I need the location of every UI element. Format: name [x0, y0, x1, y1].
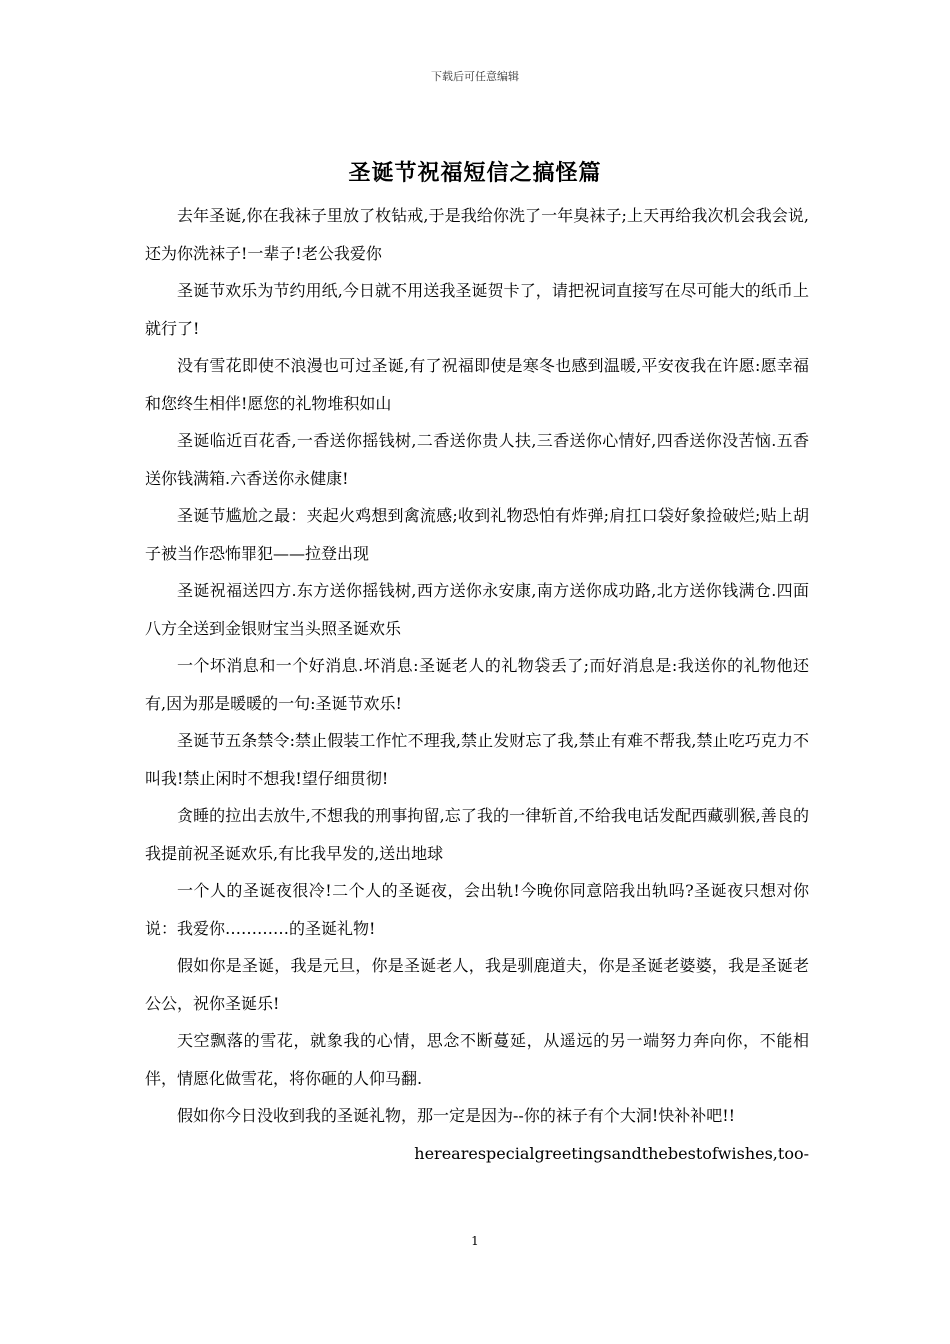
document-body [145, 197, 809, 1172]
paragraph-6: 圣诞祝福送四方.东方送你摇钱树,西方送你永安康,南方送你成功路,北方送你钱满仓.四面八方全送到金银财宝当头照圣诞欢乐 [145, 581, 809, 638]
page-number: 1 [471, 1234, 479, 1248]
paragraph-3: 没有雪花即使不浪漫也可过圣诞,有了祝福即使是寒冬也感到温暖,平安夜我在许愿:愿幸福和您终生相伴!愿您的礼物堆积如山 [145, 356, 809, 413]
paragraph-10: 一个人的圣诞夜很冷!二个人的圣诞夜，会出轨!今晚你同意陪我出轨吗?圣诞夜只想对你说：我爱你…………的圣诞礼物! [145, 881, 809, 938]
paragraph-4: 圣诞临近百花香,一香送你摇钱树,二香送你贵人扶,三香送你心情好,四香送你没苦恼.五香送你钱满箱.六香送你永健康! [145, 431, 809, 488]
paragraph-13: 假如你今日没收到我的圣诞礼物，那一定是因为--你的袜子有个大洞!快补补吧!! [177, 1106, 736, 1125]
document-title: 圣诞节祝福短信之搞怪篇 [348, 161, 602, 186]
header-note: 下载后可任意编辑 [431, 70, 519, 83]
paragraph-5: 圣诞节尴尬之最：夹起火鸡想到禽流感;收到礼物恐怕有炸弹;肩扛口袋好象捡破烂;贴上胡子被当作恐怖罪犯——拉登出现 [145, 506, 809, 563]
paragraph-2: 圣诞节欢乐为节约用纸,今日就不用送我圣诞贺卡了，请把祝词直接写在尽可能大的纸币上就行了! [145, 281, 809, 338]
paragraph-8: 圣诞节五条禁令:禁止假装工作忙不理我,禁止发财忘了我,禁止有难不帮我,禁止吃巧克力不叫我!禁止闲时不想我!望仔细贯彻! [145, 731, 809, 788]
paragraph-7: 一个坏消息和一个好消息.坏消息:圣诞老人的礼物袋丢了;而好消息是:我送你的礼物他还有,因为那是暖暖的一句:圣诞节欢乐! [145, 656, 809, 713]
paragraph-9: 贪睡的拉出去放牛,不想我的刑事拘留,忘了我的一律斩首,不给我电话发配西藏驯猴,善良的我提前祝圣诞欢乐,有比我早发的,送出地球 [145, 806, 809, 863]
paragraph-1: 去年圣诞,你在我袜子里放了枚钻戒,于是我给你洗了一年臭袜子;上天再给我次机会我会说,还为你洗袜子!一辈子!老公我爱你 [145, 206, 809, 263]
paragraph-12: 天空飘落的雪花，就象我的心情，思念不断蔓延，从遥远的另一端努力奔向你，不能相伴，情愿化做雪花，将你砸的人仰马翻. [145, 1031, 809, 1088]
paragraph-11: 假如你是圣诞，我是元旦，你是圣诞老人，我是驯鹿道夫，你是圣诞老婆婆，我是圣诞老公公，祝你圣诞乐! [145, 956, 809, 1013]
closing-line: herearespecialgreetingsandthebestofwishes,too- [414, 1143, 809, 1163]
